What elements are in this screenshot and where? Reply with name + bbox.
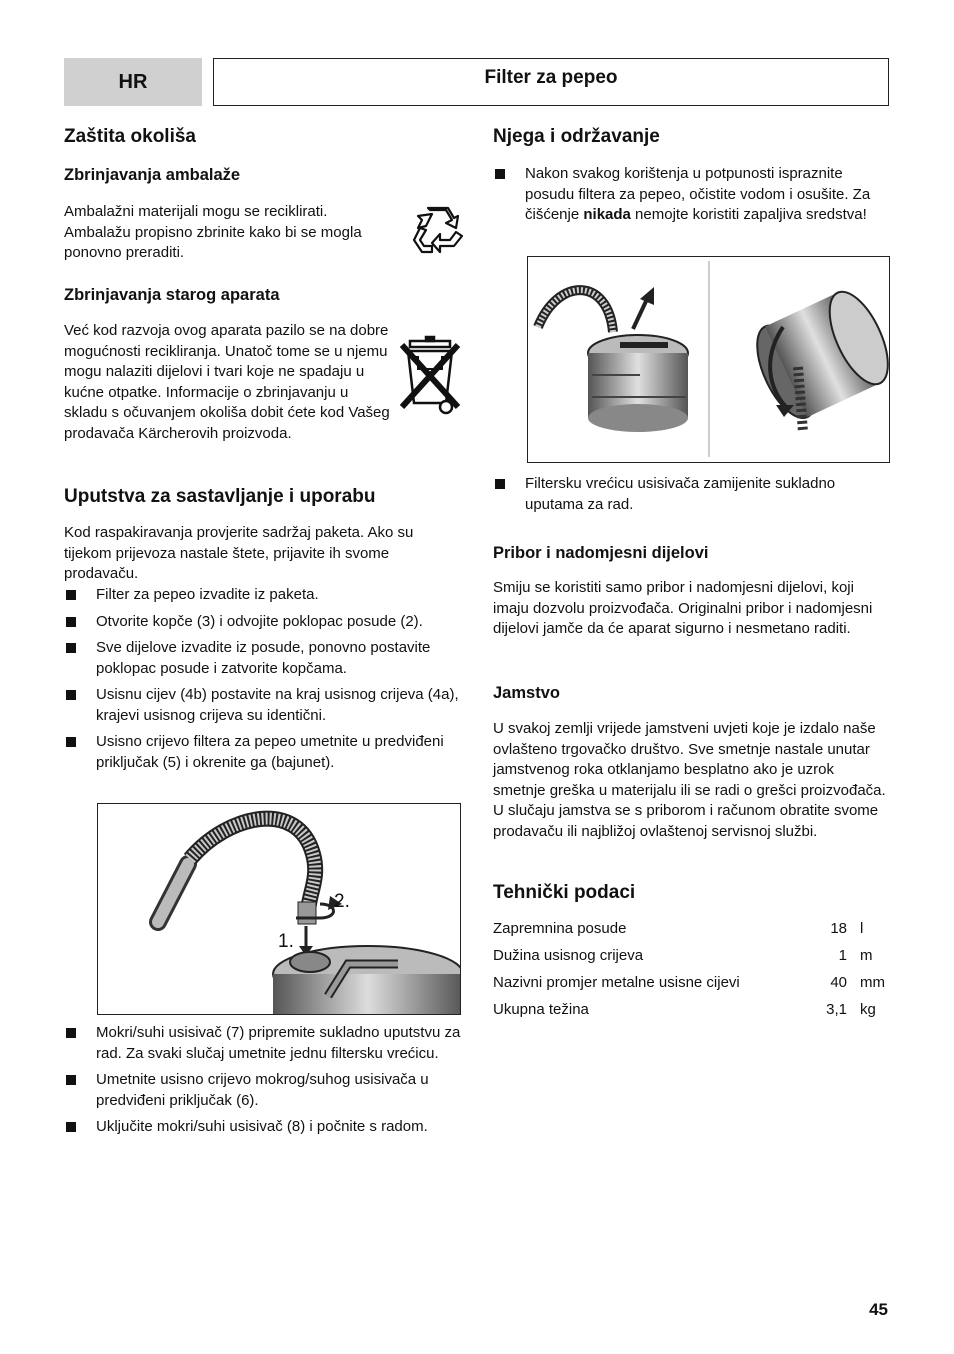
list-item: Otvorite kopče (3) i odvojite poklopac posude (2).	[64, 612, 462, 633]
care-item-text-start: Nakon svakog korištenja u potpunosti ispraznite posudu filtera za pepeo, očistite vodom i osušite. Za čišćenje	[525, 165, 871, 223]
old-device-heading: Zbrinjavanja starog aparata	[64, 286, 280, 304]
warranty-heading: Jamstvo	[493, 684, 560, 702]
table-row	[493, 974, 889, 1001]
spec-label: Zapremnina posude	[493, 920, 627, 937]
care-item-text-end: nemojte koristiti zapaljiva sredstva!	[630, 206, 867, 223]
warranty-text: U svakoj zemlji vrijede jamstveni uvjeti koje je izdalo naše ovlašteno trgovačko društvo. Sve smetnje nastale unutar jamstvenog roka otklanjamo besplatno ako je uzrok smetnje greška u materijalu ili se radi o grešci proizvođača. U slučaju jamstva se s priborom i računom obratite svome prodavaču ili najbližoj ovlaštenoj servisnoj službi.	[493, 720, 886, 840]
care-heading: Njega i održavanje	[493, 126, 660, 147]
env-heading: Zaštita okoliša	[64, 126, 196, 147]
tech-data-table	[493, 920, 889, 1028]
cleaning-illustration	[528, 257, 889, 462]
table-row	[493, 947, 889, 974]
spec-label: Nazivni promjer metalne usisne cijevi	[493, 974, 740, 991]
spec-value: 1	[838, 947, 847, 964]
accessories-heading: Pribor i nadomjesni dijelovi	[493, 544, 709, 562]
assembly-intro: Kod raspakiravanja provjerite sadržaj paketa. Ako su tijekom prijevoza nastale štete, prijavite ih svome prodavaču.	[64, 524, 414, 582]
hose-illustration	[98, 804, 460, 1014]
assembly-heading: Uputstva za sastavljanje i uporabu	[64, 486, 376, 507]
spec-label: Dužina usisnog crijeva	[493, 947, 644, 964]
spec-unit: kg	[860, 1001, 876, 1018]
care-list	[493, 164, 889, 232]
list-item: Filter za pepeo izvadite iz paketa.	[64, 585, 462, 606]
spec-unit: mm	[860, 974, 885, 991]
step-1-label: 1.	[278, 931, 294, 952]
spec-unit: l	[860, 920, 864, 937]
page-title: Filter za pepeo	[484, 67, 618, 88]
table-row	[493, 920, 889, 947]
list-item: Filtersku vrećicu usisivača zamijenite sukladno uputama za rad.	[493, 474, 889, 515]
list-item: Sve dijelove izvadite iz posude, ponovno postavite poklopac posude i zatvorite kopčama.	[64, 638, 462, 679]
hose-installation-figure	[97, 803, 461, 1015]
care-list-2	[493, 474, 889, 521]
spec-label: Ukupna težina	[493, 1001, 589, 1018]
after-steps-list	[64, 1023, 462, 1144]
step-2-label: 2.	[334, 891, 350, 912]
list-item: Umetnite usisno crijevo mokrog/suhog usisivača u predviđeni priključak (6).	[64, 1070, 462, 1111]
language-code: HR	[118, 70, 148, 93]
language-tab	[64, 58, 202, 106]
cleaning-figure	[527, 256, 890, 463]
crossed-bin-icon	[396, 335, 464, 417]
page-title-box	[213, 58, 889, 106]
list-item	[493, 164, 889, 226]
list-item: Usisno crijevo filtera za pepeo umetnite u predviđeni priključak (5) i okrenite ga (bajunet).	[64, 732, 462, 773]
spec-unit: m	[860, 947, 873, 964]
spec-value: 3,1	[826, 1001, 847, 1018]
tech-data-heading: Tehnički podaci	[493, 882, 636, 903]
spec-value: 18	[830, 920, 847, 937]
old-device-text: Već kod razvoja ovog aparata pazilo se na dobre mogućnosti recikliranja. Unatoč tome se u njemu mogu nalaziti dijelovi i tvari koje ne spadaju u kućne otpatke. Informacije o zbrinjavanju u skladu s očuvanjem okoliša dobit ćete kod Vašeg prodavača Kärcherovih proizvoda.	[64, 322, 390, 442]
table-row	[493, 1001, 889, 1028]
list-item: Uključite mokri/suhi usisivač (8) i počnite s radom.	[64, 1117, 462, 1138]
list-item: Usisnu cijev (4b) postavite na kraj usisnog crijeva (4a), krajevi usisnog crijeva su identični.	[64, 685, 462, 726]
page-number: 45	[869, 1300, 888, 1319]
care-item-emphasis: nikada	[583, 206, 631, 223]
spec-value: 40	[830, 974, 847, 991]
packaging-heading: Zbrinjavanja ambalaže	[64, 166, 241, 184]
recycle-icon	[410, 202, 466, 258]
packaging-text: Ambalažni materijali mogu se reciklirati. Ambalažu propisno zbrinite kako bi se mogla ponovno preraditi.	[64, 203, 362, 261]
assembly-steps-list	[64, 585, 462, 779]
accessories-text: Smiju se koristiti samo pribor i nadomjesni dijelovi, koji imaju dozvolu proizvođača. Originalni pribor i nadomjesni dijelovi jamče da će aparat sigurno i nesmetano raditi.	[493, 579, 873, 637]
list-item: Mokri/suhi usisivač (7) pripremite sukladno uputstvu za rad. Za svaki slučaj umetnite jednu filtersku vrećicu.	[64, 1023, 462, 1064]
